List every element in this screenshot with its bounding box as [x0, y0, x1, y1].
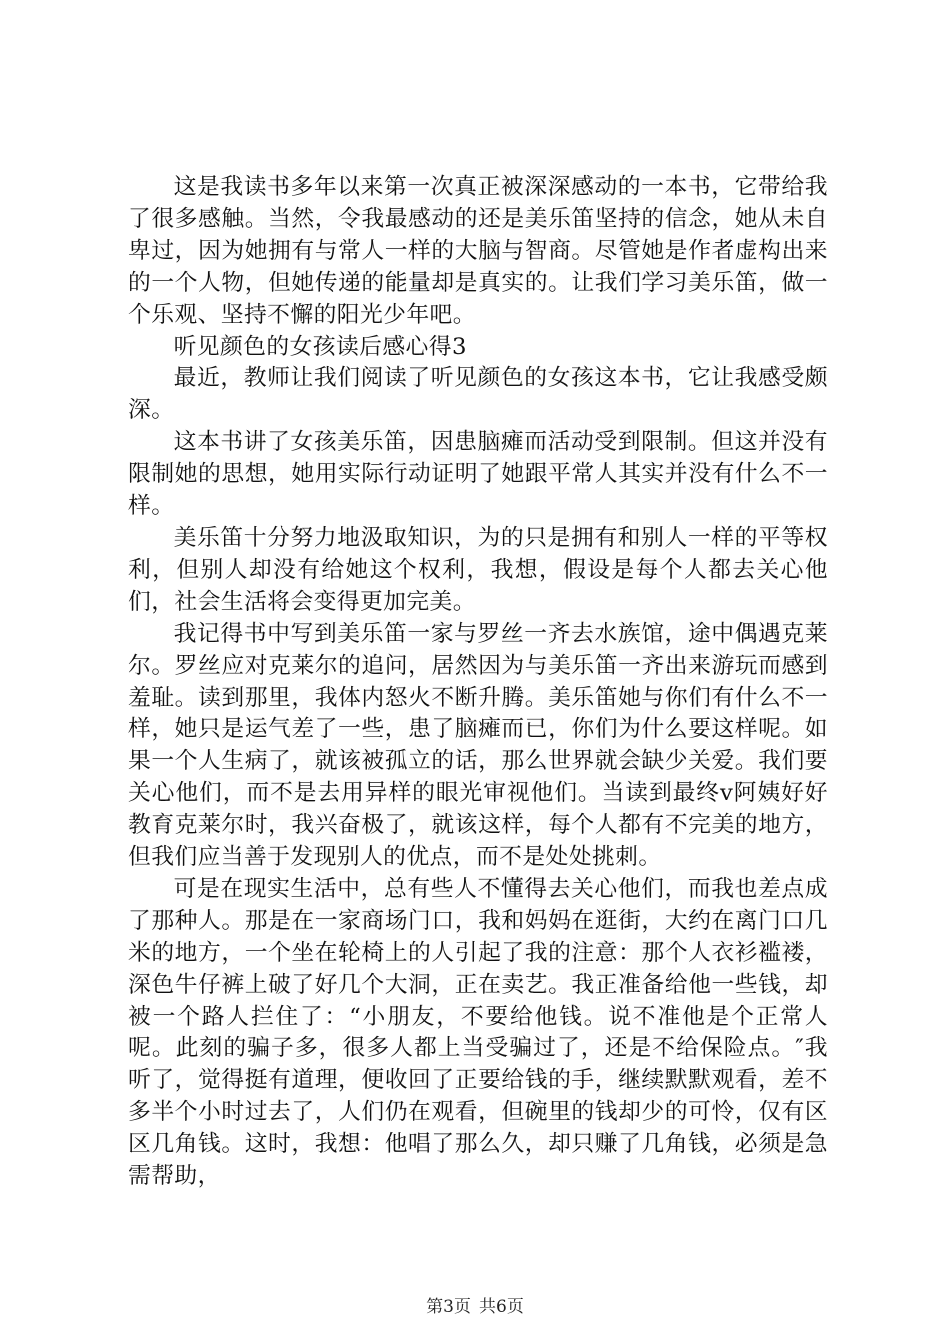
paragraph: 这是我读书多年以来第一次真正被深深感动的一本书，它带给我了很多感触。当然，令我最感动的还是美乐笛坚持的信念，她从未自卑过，因为她拥有与常人一样的大脑与智商。尽管她是作者虚构出来的一个人物，但她传递的能量却是真实的。让我们学习美乐笛，做一个乐观、坚持不懈的阳光少年吧。 — [128, 174, 828, 328]
document-body — [128, 172, 828, 1193]
section-heading: 听见颜色的女孩读后感心得3 — [173, 333, 467, 360]
page-number: 第3页 — [426, 1297, 471, 1317]
paragraph: 我记得书中写到美乐笛一家与罗丝一齐去水族馆，途中偶遇克莱尔。罗丝应对克莱尔的追问，居然因为与美乐笛一齐出来游玩而感到羞耻。读到那里，我体内怒火不断升腾。美乐笛她与你们有什么不一样，她只是运气差了一些，患了脑瘫而已，你们为什么要这样呢。如果一个人生病了，就该被孤立的话，那么世界就会缺少关爱。我们要关心他们，而不是去用异样的眼光审视他们。当读到最终v阿姨好好教育克莱尔时，我兴奋极了，就该这样，每个人都有不完美的地方，但我们应当善于发现别人的优点，而不是处处挑刺。 — [128, 620, 828, 871]
paragraph: 最近，教师让我们阅读了听见颜色的女孩这本书，它让我感受颇深。 — [128, 365, 828, 424]
paragraph: 这本书讲了女孩美乐笛，因患脑瘫而活动受到限制。但这并没有限制她的思想，她用实际行动证明了她跟平常人其实并没有什么不一样。 — [128, 429, 828, 520]
page-total: 共6页 — [479, 1297, 524, 1317]
page-footer — [0, 1296, 950, 1318]
paragraph: 美乐笛十分努力地汲取知识，为的只是拥有和别人一样的平等权利，但别人却没有给她这个权利，我想，假设是每个人都去关心他们，社会生活将会变得更加完美。 — [128, 524, 828, 615]
paragraph: 可是在现实生活中，总有些人不懂得去关心他们，而我也差点成了那种人。那是在一家商场门口，我和妈妈在逛街，大约在离门口几米的地方，一个坐在轮椅上的人引起了我的注意：那个人衣衫褴褛，深色牛仔裤上破了好几个大洞，正在卖艺。我正准备给他一些钱，却被一个路人拦住了：“小朋友，不要给他钱。说不准他是个正常人呢。此刻的骗子多，很多人都上当受骗过了，还是不给保险点。″我听了，觉得挺有道理，便收回了正要给钱的手，继续默默观看，差不多半个小时过去了，人们仍在观看，但碗里的钱却少的可怜，仅有区区几角钱。这时，我想：他唱了那么久，却只赚了几角钱，必须是急需帮助， — [128, 875, 828, 1190]
